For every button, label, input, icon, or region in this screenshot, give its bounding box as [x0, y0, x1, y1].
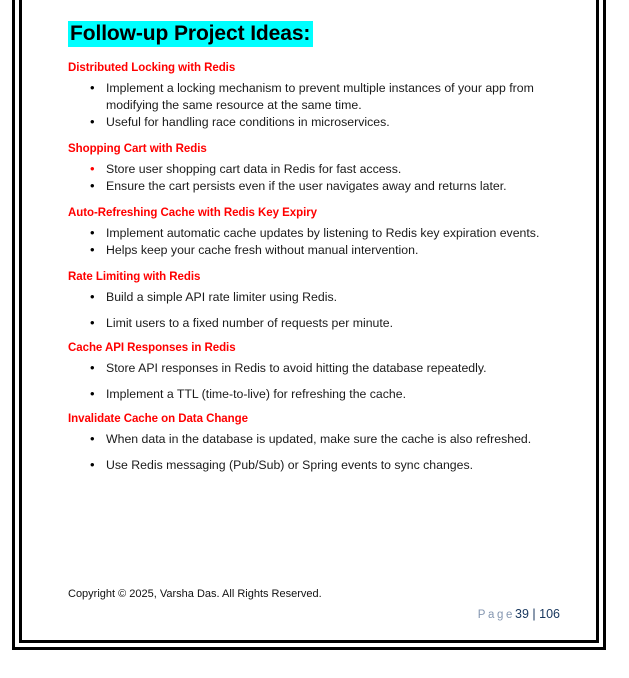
section-heading: Invalidate Cache on Data Change [68, 413, 248, 425]
list-item: • Limit users to a fixed number of requests per minute. [68, 315, 560, 332]
list-item: • Use Redis messaging (Pub/Sub) or Spring events to sync changes. [68, 457, 560, 474]
list-item: • Useful for handling race conditions in microservices. [68, 114, 560, 131]
list-item: • Implement a TTL (time-to-live) for refreshing the cache. [68, 386, 560, 403]
section-heading: Cache API Responses in Redis [68, 342, 236, 354]
page-title-highlight: Follow-up Project Ideas: [68, 21, 313, 47]
list-item: • Ensure the cart persists even if the user navigates away and returns later. [68, 178, 560, 195]
bullet-list [68, 225, 560, 259]
section-auto-refreshing-cache [68, 207, 560, 259]
list-item: • Implement automatic cache updates by listening to Redis key expiration events. [68, 225, 560, 242]
list-item: • Build a simple API rate limiter using Redis. [68, 289, 560, 306]
list-item: • Store user shopping cart data in Redis for fast access. [68, 161, 560, 178]
section-rate-limiting [68, 271, 560, 332]
section-heading: Distributed Locking with Redis [68, 62, 236, 74]
page-number-value: 39 | 106 [515, 607, 560, 621]
page-footer [68, 588, 560, 621]
section-heading: Rate Limiting with Redis [68, 271, 201, 283]
page-number-label: Page [477, 609, 516, 621]
section-distributed-locking [68, 62, 560, 131]
section-shopping-cart [68, 143, 560, 195]
bullet-list [68, 80, 560, 131]
copyright-notice: Copyright © 2025, Varsha Das. All Rights Reserved. [68, 588, 322, 600]
list-item: • Implement a locking mechanism to prevent multiple instances of your app from modifying the same resource at the same time. [68, 80, 560, 114]
page-number [68, 607, 560, 621]
bullet-list [68, 431, 560, 474]
list-item: • Store API responses in Redis to avoid hitting the database repeatedly. [68, 360, 560, 377]
bullet-list [68, 289, 560, 332]
section-cache-api-responses [68, 342, 560, 403]
section-heading: Shopping Cart with Redis [68, 143, 207, 155]
document-body [68, 22, 560, 484]
section-heading: Auto-Refreshing Cache with Redis Key Expiry [68, 207, 317, 219]
section-invalidate-cache [68, 413, 560, 474]
list-item: • When data in the database is updated, make sure the cache is also refreshed. [68, 431, 560, 448]
list-item: • Helps keep your cache fresh without manual intervention. [68, 242, 560, 259]
bullet-list [68, 161, 560, 195]
bullet-list [68, 360, 560, 403]
page-title [68, 22, 560, 46]
